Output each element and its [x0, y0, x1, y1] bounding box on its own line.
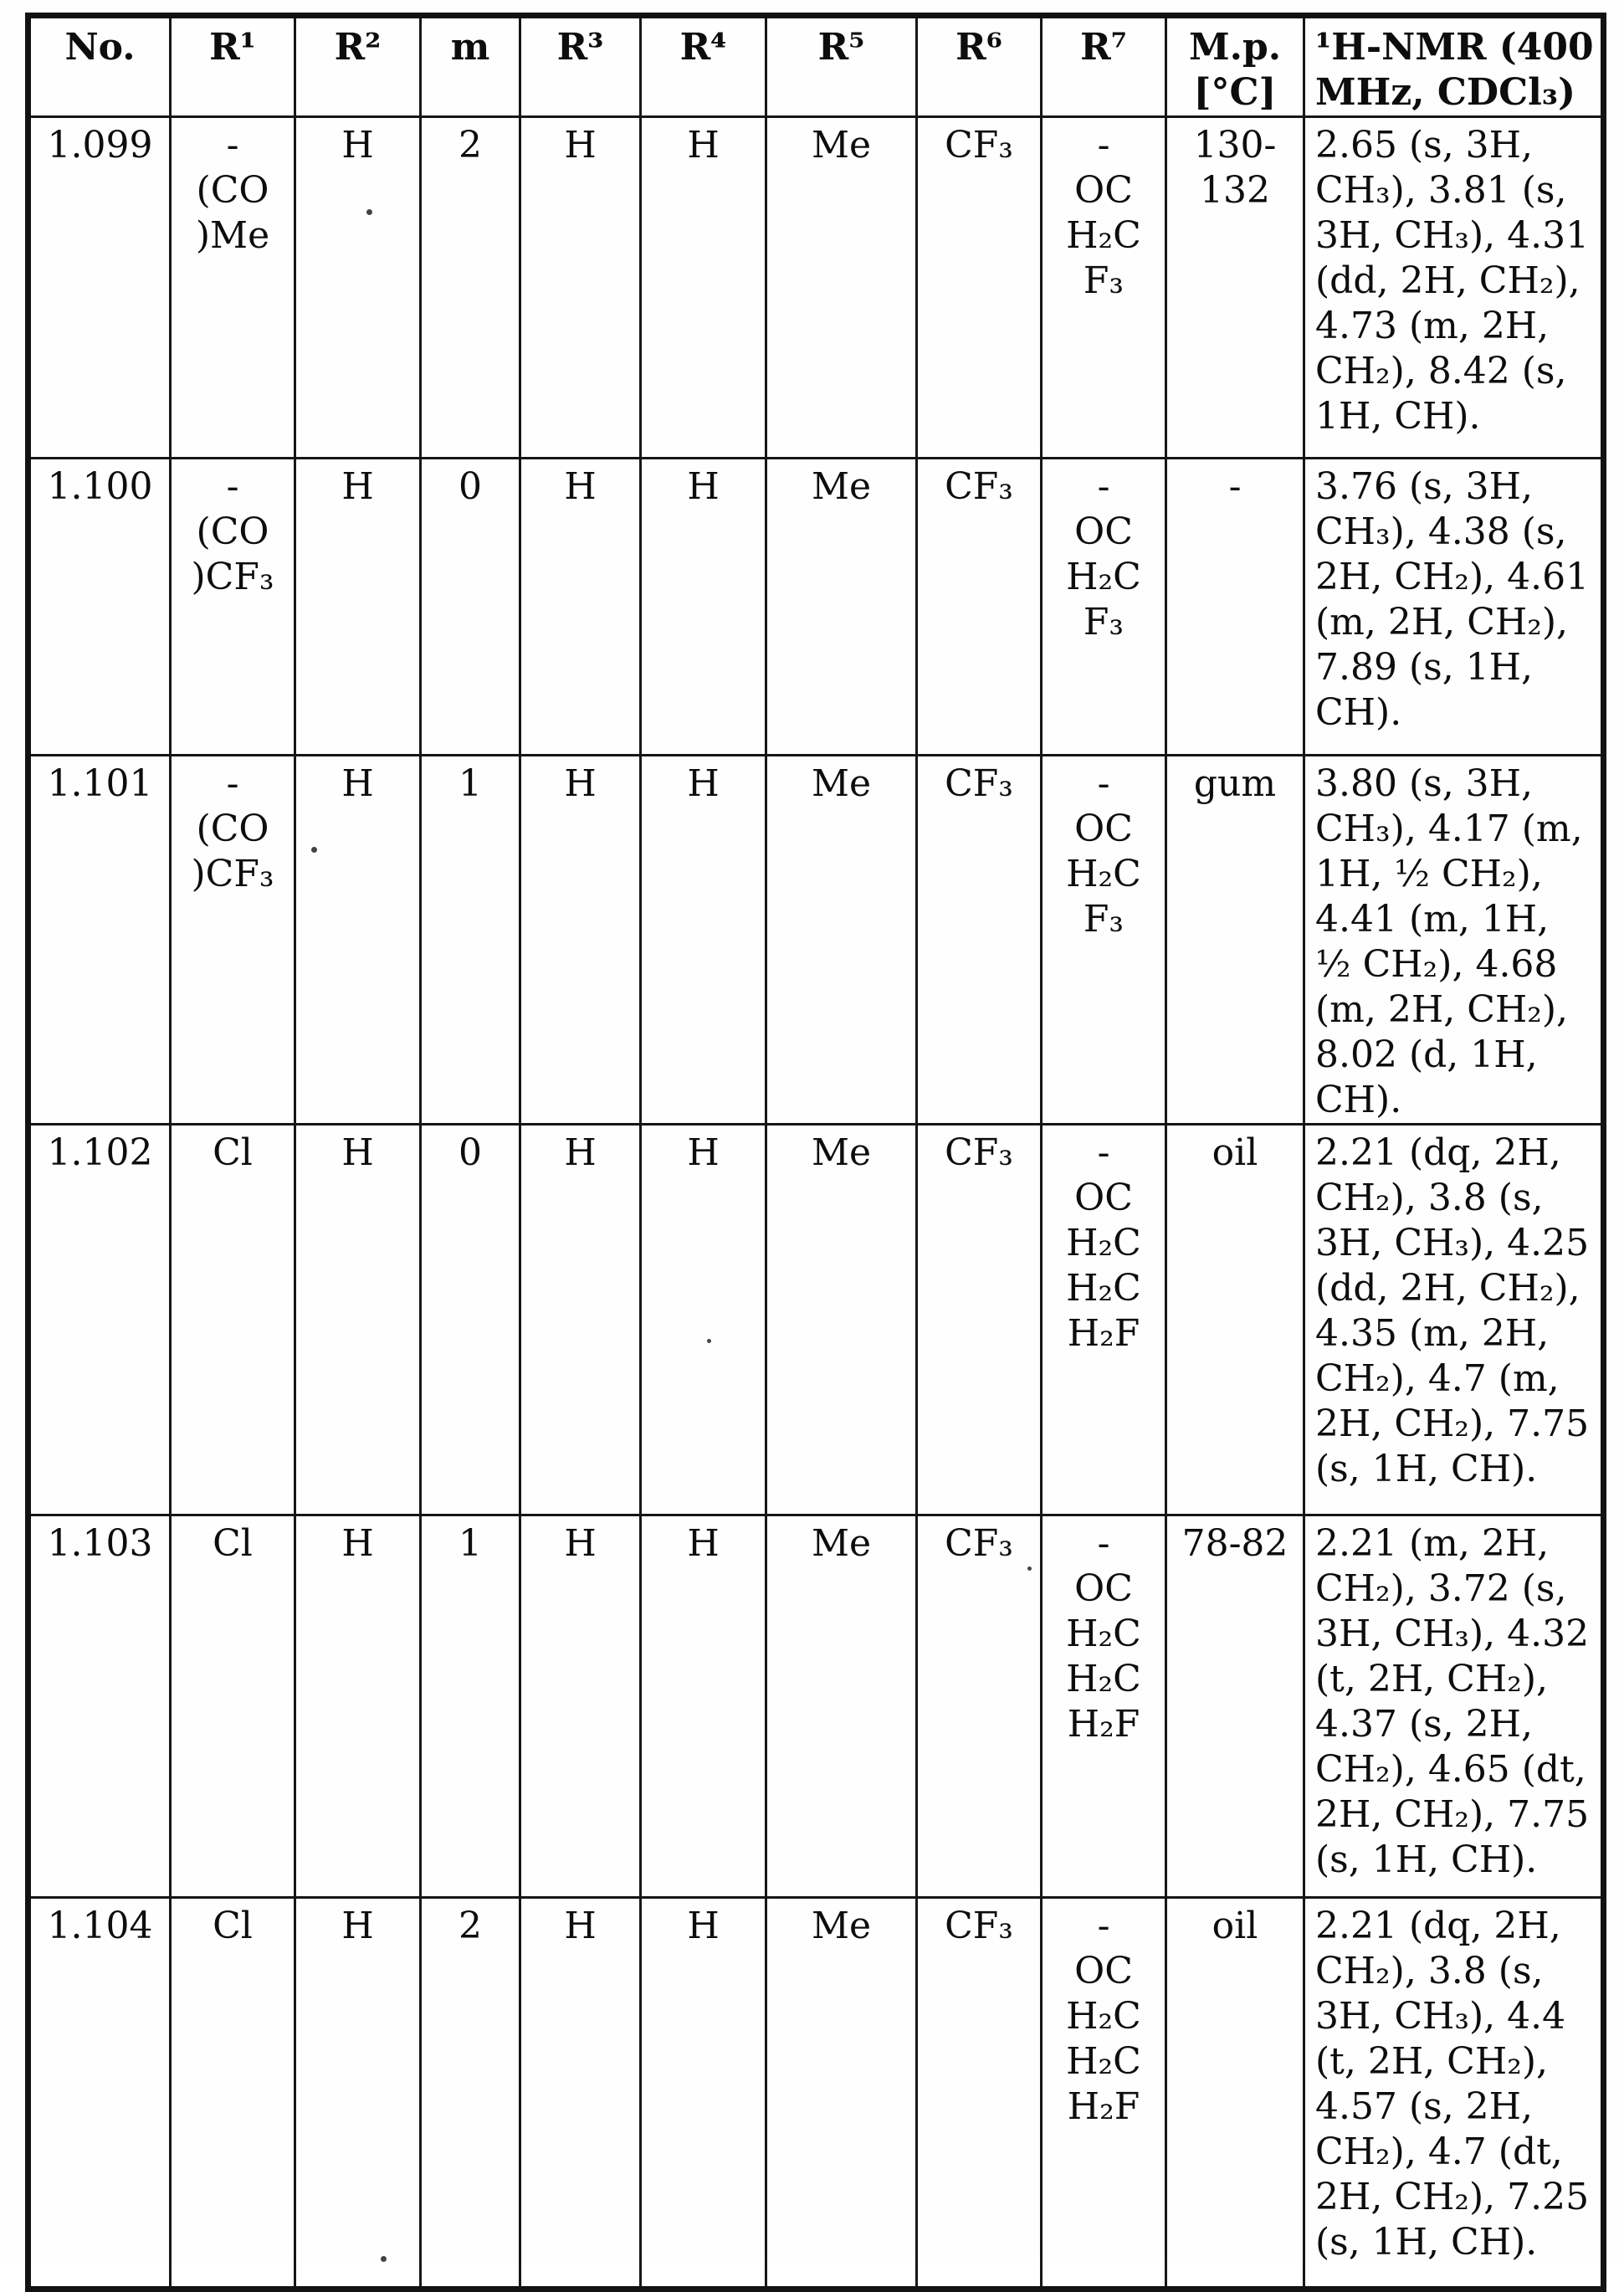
cell-r1: - (CO )CF₃	[171, 459, 295, 756]
cell-r4: H	[641, 756, 766, 1125]
cell-r2: H	[295, 1515, 421, 1898]
cell-m: 0	[421, 459, 520, 756]
table-row-1103	[28, 1515, 1604, 1898]
cell-nmr: 2.21 (m, 2H, CH₂), 3.72 (s, 3H, CH₃), 4.32 (t, 2H, CH₂), 4.37 (s, 2H, CH₂), 4.65 (dt, 2H, CH₂), 7.75 (s, 1H, CH).	[1304, 1515, 1604, 1898]
cell-mp: gum	[1166, 756, 1304, 1125]
cell-r4: H	[641, 117, 766, 459]
cell-r2: H	[295, 756, 421, 1125]
cell-r6: CF₃	[917, 1515, 1042, 1898]
cell-r4: H	[641, 1898, 766, 2289]
table-row-1101	[28, 756, 1604, 1125]
cell-mp: 130- 132	[1166, 117, 1304, 459]
cell-r1: - (CO )CF₃	[171, 756, 295, 1125]
cell-r3: H	[520, 459, 641, 756]
compound-table	[25, 13, 1606, 2292]
cell-r2: H	[295, 117, 421, 459]
cell-no: 1.102	[28, 1125, 171, 1515]
cell-r7: - OC H₂C H₂C H₂F	[1042, 1125, 1166, 1515]
column-header-mp: M.p. [°C]	[1166, 16, 1304, 117]
header-row	[28, 16, 1604, 117]
cell-m: 1	[421, 756, 520, 1125]
column-header-r7: R⁷	[1042, 16, 1166, 117]
cell-nmr: 3.80 (s, 3H, CH₃), 4.17 (m, 1H, ½ CH₂), 4.41 (m, 1H, ½ CH₂), 4.68 (m, 2H, CH₂), 8.02 (d, 1H, CH).	[1304, 756, 1604, 1125]
table-row-1104	[28, 1898, 1604, 2289]
cell-m: 2	[421, 1898, 520, 2289]
table-row-1099	[28, 117, 1604, 459]
cell-r3: H	[520, 756, 641, 1125]
cell-m: 0	[421, 1125, 520, 1515]
cell-m: 1	[421, 1515, 520, 1898]
cell-r6: CF₃	[917, 459, 1042, 756]
cell-no: 1.099	[28, 117, 171, 459]
cell-r3: H	[520, 1515, 641, 1898]
cell-m: 2	[421, 117, 520, 459]
cell-r4: H	[641, 459, 766, 756]
cell-r7: - OC H₂C F₃	[1042, 459, 1166, 756]
cell-nmr: 2.65 (s, 3H, CH₃), 3.81 (s, 3H, CH₃), 4.31 (dd, 2H, CH₂), 4.73 (m, 2H, CH₂), 8.42 (s, 1H, CH).	[1304, 117, 1604, 459]
column-header-r1: R¹	[171, 16, 295, 117]
cell-r5: Me	[766, 117, 917, 459]
cell-r1: Cl	[171, 1125, 295, 1515]
cell-r7: - OC H₂C H₂C H₂F	[1042, 1515, 1166, 1898]
cell-mp: oil	[1166, 1898, 1304, 2289]
column-header-m: m	[421, 16, 520, 117]
cell-r5: Me	[766, 1515, 917, 1898]
cell-r2: H	[295, 1125, 421, 1515]
cell-no: 1.104	[28, 1898, 171, 2289]
cell-r1: - (CO )Me	[171, 117, 295, 459]
cell-r1: Cl	[171, 1515, 295, 1898]
cell-r6: CF₃	[917, 1125, 1042, 1515]
cell-r7: - OC H₂C H₂C H₂F	[1042, 1898, 1166, 2289]
cell-r5: Me	[766, 1125, 917, 1515]
cell-no: 1.103	[28, 1515, 171, 1898]
cell-mp: oil	[1166, 1125, 1304, 1515]
table-row-1100	[28, 459, 1604, 756]
cell-r4: H	[641, 1515, 766, 1898]
cell-r3: H	[520, 117, 641, 459]
cell-mp: -	[1166, 459, 1304, 756]
column-header-nmr: ¹H-NMR (400 MHz, CDCl₃)	[1304, 16, 1604, 117]
column-header-r2: R²	[295, 16, 421, 117]
cell-mp: 78-82	[1166, 1515, 1304, 1898]
cell-nmr: 2.21 (dq, 2H, CH₂), 3.8 (s, 3H, CH₃), 4.4 (t, 2H, CH₂), 4.57 (s, 2H, CH₂), 4.7 (dt, 2H, CH₂), 7.25 (s, 1H, CH).	[1304, 1898, 1604, 2289]
cell-r4: H	[641, 1125, 766, 1515]
cell-nmr: 3.76 (s, 3H, CH₃), 4.38 (s, 2H, CH₂), 4.61 (m, 2H, CH₂), 7.89 (s, 1H, CH).	[1304, 459, 1604, 756]
column-header-r6: R⁶	[917, 16, 1042, 117]
cell-r7: - OC H₂C F₃	[1042, 756, 1166, 1125]
cell-r2: H	[295, 459, 421, 756]
table-row-1102	[28, 1125, 1604, 1515]
cell-r5: Me	[766, 459, 917, 756]
cell-r1: Cl	[171, 1898, 295, 2289]
cell-r5: Me	[766, 756, 917, 1125]
cell-r6: CF₃	[917, 1898, 1042, 2289]
cell-nmr: 2.21 (dq, 2H, CH₂), 3.8 (s, 3H, CH₃), 4.25 (dd, 2H, CH₂), 4.35 (m, 2H, CH₂), 4.7 (m, 2H, CH₂), 7.75 (s, 1H, CH).	[1304, 1125, 1604, 1515]
cell-r3: H	[520, 1898, 641, 2289]
cell-r2: H	[295, 1898, 421, 2289]
column-header-r4: R⁴	[641, 16, 766, 117]
column-header-r5: R⁵	[766, 16, 917, 117]
column-header-no: No.	[28, 16, 171, 117]
cell-r5: Me	[766, 1898, 917, 2289]
cell-no: 1.101	[28, 756, 171, 1125]
cell-r6: CF₃	[917, 756, 1042, 1125]
column-header-r3: R³	[520, 16, 641, 117]
cell-no: 1.100	[28, 459, 171, 756]
cell-r3: H	[520, 1125, 641, 1515]
cell-r6: CF₃	[917, 117, 1042, 459]
cell-r7: - OC H₂C F₃	[1042, 117, 1166, 459]
